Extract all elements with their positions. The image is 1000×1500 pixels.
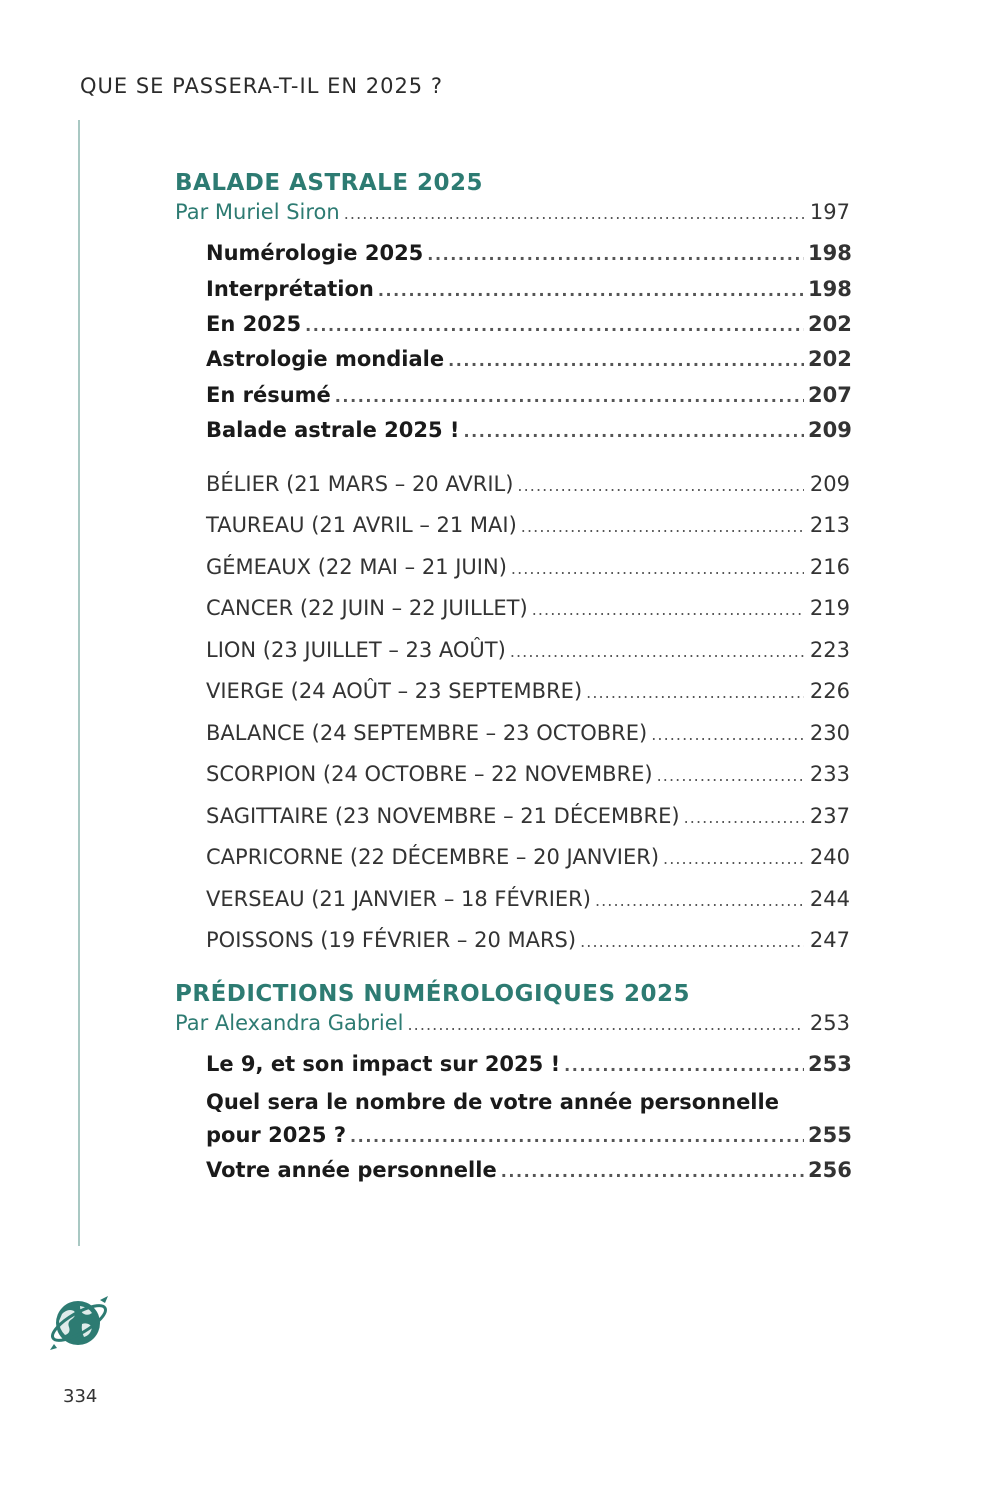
leader-dots	[378, 281, 804, 300]
toc-entry-label-line1: Quel sera le nombre de votre année personnelle	[206, 1090, 779, 1114]
toc-sign-entry[interactable]	[206, 513, 850, 543]
toc-entry[interactable]	[206, 418, 850, 448]
toc-sign-label: BALANCE (24 SEPTEMBRE – 23 OCTOBRE)	[206, 721, 648, 745]
toc-entry-label: pour 2025 ?	[206, 1123, 347, 1147]
leader-dots	[511, 559, 804, 578]
toc-sign-entry[interactable]	[206, 887, 850, 917]
toc-page-number: 253	[808, 1052, 852, 1076]
leader-dots	[521, 517, 804, 536]
toc-entry[interactable]	[206, 277, 850, 307]
toc-entry[interactable]	[206, 241, 850, 271]
toc-page-number: 223	[809, 638, 850, 662]
toc-entry[interactable]	[206, 383, 850, 413]
toc-author-label: Par Muriel Siron	[175, 200, 340, 224]
leader-dots	[407, 1015, 804, 1034]
toc-page-number: 237	[809, 804, 850, 828]
page-number: 334	[63, 1386, 98, 1407]
toc-page-number: 202	[808, 347, 852, 371]
leader-dots	[657, 766, 804, 785]
toc-sign-entry[interactable]	[206, 845, 850, 875]
leader-dots	[580, 932, 804, 951]
toc-page-number: 216	[809, 555, 850, 579]
toc-sign-label: POISSONS (19 FÉVRIER – 20 MARS)	[206, 928, 577, 952]
toc-page-number: 219	[809, 596, 850, 620]
leader-dots	[463, 422, 804, 441]
section-title: BALADE ASTRALE 2025	[175, 170, 484, 196]
toc-page-number: 207	[808, 383, 852, 407]
margin-rule	[78, 120, 80, 1246]
leader-dots	[663, 849, 804, 868]
toc-page-number: 233	[809, 762, 850, 786]
toc-sign-label: BÉLIER (21 MARS – 20 AVRIL)	[206, 472, 514, 496]
toc-entry-label: Numérologie 2025	[206, 241, 424, 265]
leader-dots	[427, 245, 804, 264]
leader-dots	[501, 1162, 804, 1181]
leader-dots	[448, 351, 804, 370]
toc-sign-label: CANCER (22 JUIN – 22 JUILLET)	[206, 596, 528, 620]
toc-entry-label: Votre année personnelle	[206, 1158, 497, 1182]
leader-dots	[532, 600, 804, 619]
leader-dots	[510, 642, 804, 661]
toc-page-number: 244	[809, 887, 850, 911]
toc-page-number: 226	[809, 679, 850, 703]
toc-page-number: 209	[809, 472, 850, 496]
toc-sign-label: VERSEAU (21 JANVIER – 18 FÉVRIER)	[206, 887, 591, 911]
toc-page-number: 253	[809, 1011, 850, 1035]
toc-page-number: 255	[808, 1123, 852, 1147]
toc-sign-entry[interactable]	[206, 804, 850, 834]
toc-sign-entry[interactable]	[206, 472, 850, 502]
toc-entry[interactable]	[206, 1158, 850, 1188]
leader-dots	[586, 683, 804, 702]
toc-page-number: 230	[809, 721, 850, 745]
toc-sign-entry[interactable]	[206, 596, 850, 626]
toc-page-number: 256	[808, 1158, 852, 1182]
toc-page-number: 240	[809, 845, 850, 869]
toc-page-number: 247	[809, 928, 850, 952]
toc-author-label: Par Alexandra Gabriel	[175, 1011, 404, 1035]
leader-dots	[517, 476, 804, 495]
toc-page-number: 213	[809, 513, 850, 537]
toc-sign-entry[interactable]	[206, 638, 850, 668]
toc-sign-label: VIERGE (24 AOÛT – 23 SEPTEMBRE)	[206, 679, 583, 703]
toc-entry[interactable]	[206, 1123, 850, 1153]
leader-dots	[651, 725, 804, 744]
toc-page-number: 198	[808, 241, 852, 265]
globe-with-plane-icon	[48, 1292, 112, 1352]
toc-author-row[interactable]	[175, 200, 850, 230]
toc-sign-label: SCORPION (24 OCTOBRE – 22 NOVEMBRE)	[206, 762, 653, 786]
toc-sign-label: CAPRICORNE (22 DÉCEMBRE – 20 JANVIER)	[206, 845, 660, 869]
toc-entry-label: Balade astrale 2025 !	[206, 418, 460, 442]
toc-sign-label: TAUREAU (21 AVRIL – 21 MAI)	[206, 513, 517, 537]
toc-page-number: 209	[808, 418, 852, 442]
toc-entry-label: En 2025	[206, 312, 302, 336]
leader-dots	[595, 891, 804, 910]
toc-sign-entry[interactable]	[206, 762, 850, 792]
leader-dots	[305, 316, 804, 335]
toc-author-row[interactable]	[175, 1011, 850, 1041]
toc-sign-label: SAGITTAIRE (23 NOVEMBRE – 21 DÉCEMBRE)	[206, 804, 680, 828]
toc-sign-label: GÉMEAUX (22 MAI – 21 JUIN)	[206, 555, 507, 579]
toc-sign-label: LION (23 JUILLET – 23 AOÛT)	[206, 638, 506, 662]
toc-entry[interactable]	[206, 347, 850, 377]
toc-entry-label: Astrologie mondiale	[206, 347, 445, 371]
running-head: QUE SE PASSERA-T-IL EN 2025 ?	[80, 74, 443, 98]
toc-entry[interactable]	[206, 1052, 850, 1082]
toc-sign-entry[interactable]	[206, 555, 850, 585]
toc-entry-label: Le 9, et son impact sur 2025 !	[206, 1052, 561, 1076]
leader-dots	[564, 1056, 804, 1075]
toc-entry[interactable]	[206, 312, 850, 342]
toc-sign-entry[interactable]	[206, 928, 850, 958]
toc-page-number: 198	[808, 277, 852, 301]
toc-sign-entry[interactable]	[206, 679, 850, 709]
leader-dots	[350, 1127, 804, 1146]
toc-page-number: 197	[809, 200, 850, 224]
toc-sign-entry[interactable]	[206, 721, 850, 751]
leader-dots	[344, 204, 804, 223]
section-title: PRÉDICTIONS NUMÉROLOGIQUES 2025	[175, 981, 691, 1007]
toc-entry-label: En résumé	[206, 383, 331, 407]
leader-dots	[684, 808, 804, 827]
toc-page-number: 202	[808, 312, 852, 336]
leader-dots	[335, 387, 804, 406]
toc-entry-label: Interprétation	[206, 277, 374, 301]
